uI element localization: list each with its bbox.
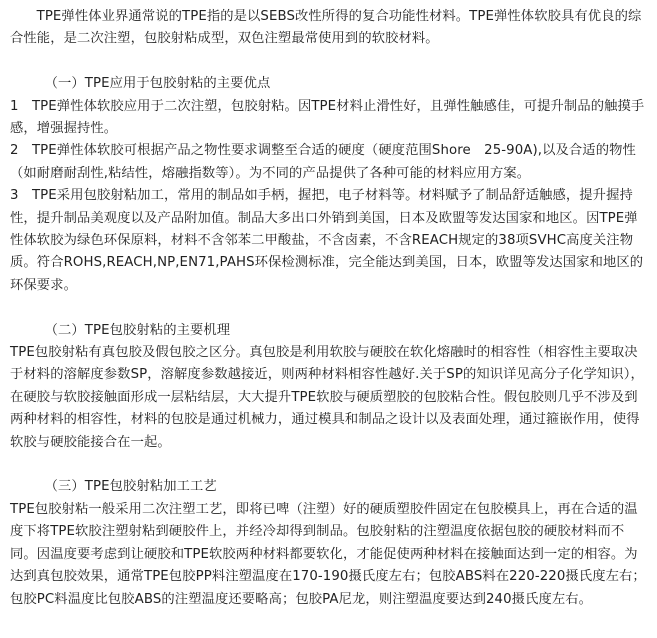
- mechanism-paragraph: TPE包胶射粘有真包胶及假包胶之区分。真包胶是利用软胶与硬胶在软化熔融时的相容性（相容性主要取决于材料的溶解度参数SP，溶解度参数越接近，则两种材料相容性越好.关于SP的知识详见高分子化学知识），在硬胶与软胶接触面形成一层粘结层，大大提升TPE软胶与硬质塑胶的包胶粘合性。假包胶则几乎不涉及到两种材料的相容性，材料的包胶是通过机械力，通过模具和制品之设计以及表面处理，通过箍嵌作用，使得软胶与硬胶能接合在一起。: [10, 345, 644, 450]
- advantage-item-1: 1 TPE弹性体软胶应用于二次注塑，包胶射粘。因TPE材料止滑性好，且弹性触感佳，可提升制品的触摸手感，增强握持性。: [10, 98, 645, 137]
- process-paragraph: TPE包胶射粘一般采用二次注塑工艺，即将已啤（注塑）好的硬质塑胶件固定在包胶模具上，再在合适的温度下将TPE软胶注塑射粘到硬胶件上，并经冷却得到制品。包胶射粘的注塑温度依据包胶的硬胶材料而不同。因温度要考虑到让硬胶和TPE软胶两种材料都要软化，才能促使两种材料在接触面达到一定的相容。为达到真包胶效果，通常TPE包胶PP料注塑温度在170-190摄氏度左右；包胶ABS料在220-220摄氏度左右；包胶PC料温度比包胶ABS的注塑温度还要略高；包胶PA尼龙，则注塑温度要达到240摄氏度左右。: [10, 501, 646, 607]
- section-heading-mechanism: （二）TPE包胶射粘的主要机理: [44, 322, 231, 338]
- advantage-item-3: 3 TPE采用包胶射粘加工，常用的制品如手柄，握把，电子材料等。材料赋予了制品舒适触感，提升握持性，提升制品美观度以及产品附加值。制品大多出口外销到美国，日本及欧盟等发达国家和地区。因TPE弹性体软胶为绿色环保原料，材料不含邻苯二甲酸盐，不含卤素，不含REACH规定的38项SVHC高度关注物质。符合ROHS,REACH,NP,EN71,PAHS环保检测标准，完全能达到美国，日本，欧盟等发达国家和地区的环保要求。: [10, 188, 644, 293]
- section-heading-advantages: （一）TPE应用于包胶射粘的主要优点: [44, 76, 271, 92]
- intro-paragraph: TPE弹性体业界通常说的TPE指的是以SEBS改性所得的复合功能性材料。TPE弹性体软胶具有优良的综合性能，是二次注塑，包胶射粘成型，双色注塑最常使用到的软胶材料。: [10, 9, 642, 47]
- section-heading-process: （三）TPE包胶射粘加工工艺: [44, 479, 217, 495]
- advantage-item-2: 2 TPE弹性体软胶可根据产品之物性要求调整至合适的硬度（硬度范围Shore 25-90A),以及合适的物性（如耐磨耐刮性,粘结性，熔融指数等）。为不同的产品提供了各种可能的材料应用方案。: [10, 143, 636, 181]
